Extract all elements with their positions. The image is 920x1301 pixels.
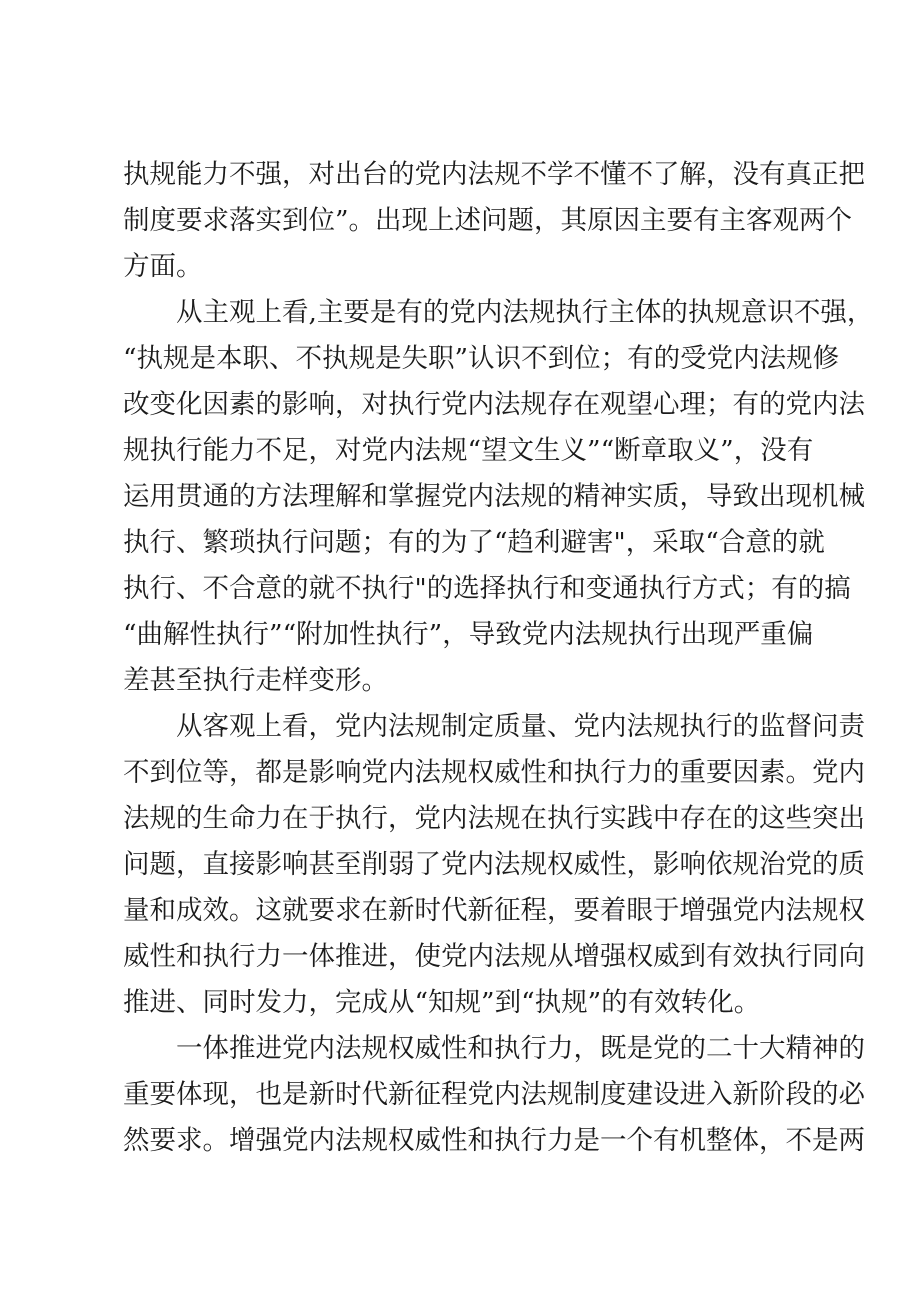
text-line: 从客观上看，党内法规制定质量、党内法规执行的监督问责 [176,711,865,742]
text-line: 执行、繁琐执行问题；有的为了“趋利避害"，采取“合意的就 [123,527,825,558]
text-line: 推进、同时发力，完成从“知规”到“执规”的有效转化。 [123,987,761,1018]
text-line: 量和成效。这就要求在新时代新征程，要着眼于增强党内法规权 [123,895,865,926]
text-line: 法规的生命力在于执行，党内法规在执行实践中存在的这些突出 [123,803,865,834]
text-line: 差甚至执行走样变形。 [123,665,388,696]
text-line: “执规是本职、不执规是失职”认识不到位；有的受党内法规修 [123,343,840,374]
text-line: 制度要求落实到位”。出现上述问题，其原因主要有主客观两个 [123,205,853,236]
text-line: 规执行能力不足，对党内法规“望文生义”“断章取义”，没有 [123,435,814,466]
text-line: 一体推进党内法规权威性和执行力，既是党的二十大精神的 [176,1033,865,1064]
text-line: 从主观上看,主要是有的党内法规执行主体的执规意识不强， [176,297,874,328]
document-body [123,152,874,1164]
text-line: 不到位等，都是影响党内法规权威性和执行力的重要因素。党内 [123,757,865,788]
paragraph-3 [123,704,865,1026]
text-line: “曲解性执行”“附加性执行”，导致党内法规执行出现严重偏 [123,619,814,650]
text-line: 威性和执行力一体推进，使党内法规从增强权威到有效执行同向 [123,941,865,972]
text-line: 方面。 [123,251,203,282]
text-line: 执行、不合意的就不执行"的选择执行和变通执行方式；有的搞 [123,573,851,604]
paragraph-2 [123,290,874,704]
text-line: 运用贯通的方法理解和掌握党内法规的精神实质，导致出现机械 [123,481,865,512]
paragraph-4 [123,1026,865,1164]
text-line: 然要求。增强党内法规权威性和执行力是一个有机整体，不是两 [123,1125,865,1156]
text-line: 改变化因素的影响，对执行党内法规存在观望心理；有的党内法 [123,389,865,420]
text-line: 问题，直接影响甚至削弱了党内法规权威性，影响依规治党的质 [123,849,865,880]
text-line: 重要体现，也是新时代新征程党内法规制度建设进入新阶段的必 [123,1079,865,1110]
text-line: 执规能力不强，对出台的党内法规不学不懂不了解，没有真正把 [123,159,865,190]
paragraph-1 [123,152,865,290]
